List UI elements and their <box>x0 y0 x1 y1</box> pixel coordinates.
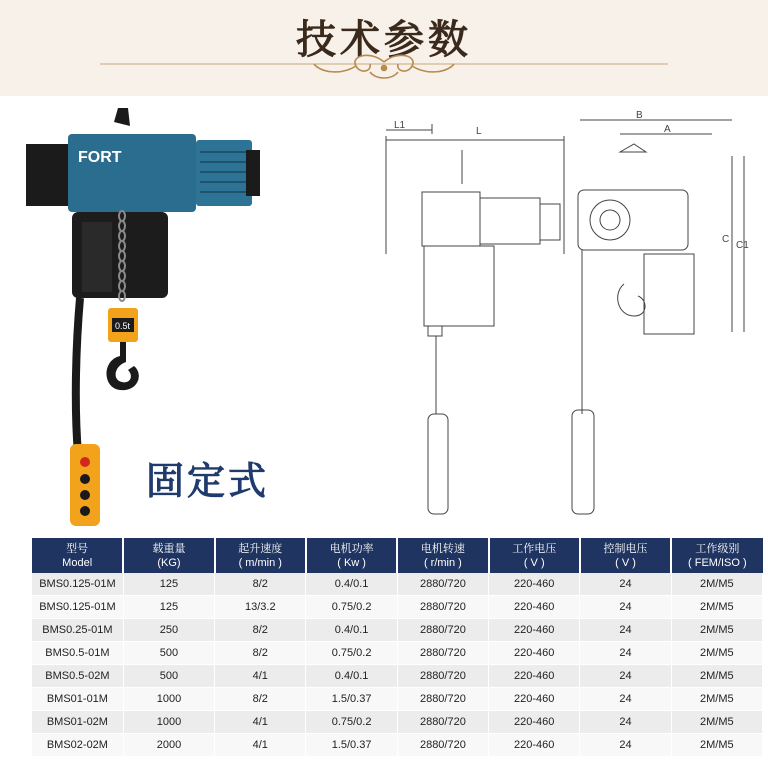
end-cap <box>26 144 74 206</box>
cell-lift-speed: 8/2 <box>215 573 306 596</box>
lifting-hook <box>107 342 139 390</box>
table-row <box>32 642 763 665</box>
table-row <box>32 711 763 734</box>
page-title: 技术参数 <box>296 17 472 63</box>
cell-lift-speed: 4/1 <box>215 711 306 734</box>
capacity-tag: 0.5t <box>115 321 131 331</box>
cell-model: BMS01-02M <box>32 711 123 734</box>
cell-load: 250 <box>123 619 214 642</box>
hoist-body <box>68 134 196 212</box>
cell-load: 1000 <box>123 711 214 734</box>
cell-motor-power: 0.4/0.1 <box>306 619 397 642</box>
header-motor-speed: 电机转速 ( r/min ) <box>397 538 488 573</box>
front-view-body <box>578 190 688 250</box>
cell-motor-power: 0.4/0.1 <box>306 665 397 688</box>
cell-work-class: 2M/M5 <box>671 688 762 711</box>
cell-motor-power: 1.5/0.37 <box>306 734 397 757</box>
cell-model: BMS01-01M <box>32 688 123 711</box>
cell-motor-speed: 2880/720 <box>397 619 488 642</box>
side-view-pendant <box>428 414 448 514</box>
pendant-cable <box>76 298 80 454</box>
header-control-voltage: 控制电压 ( V ) <box>580 538 671 573</box>
cell-motor-speed: 2880/720 <box>397 642 488 665</box>
cell-model: BMS02-02M <box>32 734 123 757</box>
cell-work-class: 2M/M5 <box>671 665 762 688</box>
cell-work-voltage: 220-460 <box>489 734 580 757</box>
cell-control-voltage: 24 <box>580 596 671 619</box>
header-work-class: 工作级别 ( FEM/ISO ) <box>671 538 762 573</box>
cell-work-voltage: 220-460 <box>489 619 580 642</box>
cell-work-class: 2M/M5 <box>671 573 762 596</box>
table-row <box>32 665 763 688</box>
cell-work-class: 2M/M5 <box>671 734 762 757</box>
brand-logo: FORT <box>78 149 122 166</box>
cell-model: BMS0.25-01M <box>32 619 123 642</box>
dim-label-C: C <box>722 234 730 245</box>
spec-table <box>32 538 763 757</box>
cell-lift-speed: 4/1 <box>215 665 306 688</box>
top-hook <box>114 108 130 126</box>
table-row <box>32 596 763 619</box>
technical-drawing <box>372 104 762 529</box>
cell-control-voltage: 24 <box>580 642 671 665</box>
cell-work-voltage: 220-460 <box>489 688 580 711</box>
cell-work-voltage: 220-460 <box>489 665 580 688</box>
dim-label-L1: L1 <box>394 120 406 131</box>
header-lift-speed: 起升速度 ( m/min ) <box>215 538 306 573</box>
cell-work-voltage: 220-460 <box>489 573 580 596</box>
cell-load: 1000 <box>123 688 214 711</box>
cell-load: 2000 <box>123 734 214 757</box>
cell-motor-speed: 2880/720 <box>397 734 488 757</box>
header-banner <box>0 0 768 96</box>
cell-work-class: 2M/M5 <box>671 711 762 734</box>
header-motor-power: 电机功率 ( Kw ) <box>306 538 397 573</box>
cell-load: 125 <box>123 573 214 596</box>
cell-motor-power: 0.75/0.2 <box>306 711 397 734</box>
cell-control-voltage: 24 <box>580 688 671 711</box>
ornament-divider <box>100 52 668 82</box>
cell-load: 500 <box>123 642 214 665</box>
cell-lift-speed: 4/1 <box>215 734 306 757</box>
table-row <box>32 619 763 642</box>
cell-motor-power: 0.75/0.2 <box>306 596 397 619</box>
cell-motor-speed: 2880/720 <box>397 573 488 596</box>
cell-lift-speed: 8/2 <box>215 619 306 642</box>
header-load: 载重量 (KG) <box>123 538 214 573</box>
cell-motor-speed: 2880/720 <box>397 688 488 711</box>
cell-motor-power: 0.4/0.1 <box>306 573 397 596</box>
cell-work-voltage: 220-460 <box>489 642 580 665</box>
cell-lift-speed: 8/2 <box>215 642 306 665</box>
dim-label-L: L <box>476 126 482 137</box>
cell-lift-speed: 8/2 <box>215 688 306 711</box>
cell-work-voltage: 220-460 <box>489 711 580 734</box>
cell-model: BMS0.5-01M <box>32 642 123 665</box>
cell-model: BMS0.125-01M <box>32 596 123 619</box>
cell-motor-speed: 2880/720 <box>397 596 488 619</box>
cell-work-voltage: 220-460 <box>489 596 580 619</box>
header-model: 型号 Model <box>32 538 123 573</box>
cell-load: 125 <box>123 596 214 619</box>
cell-control-voltage: 24 <box>580 711 671 734</box>
cell-work-class: 2M/M5 <box>671 642 762 665</box>
front-view-pendant <box>572 410 594 514</box>
cell-control-voltage: 24 <box>580 734 671 757</box>
spec-table-header <box>32 538 763 573</box>
cell-control-voltage: 24 <box>580 665 671 688</box>
cell-control-voltage: 24 <box>580 573 671 596</box>
dim-label-B: B <box>636 110 643 121</box>
cell-motor-speed: 2880/720 <box>397 665 488 688</box>
header-work-voltage: 工作电压 ( V ) <box>489 538 580 573</box>
cell-lift-speed: 13/3.2 <box>215 596 306 619</box>
cell-control-voltage: 24 <box>580 619 671 642</box>
cell-work-class: 2M/M5 <box>671 619 762 642</box>
cell-motor-power: 1.5/0.37 <box>306 688 397 711</box>
cell-motor-power: 0.75/0.2 <box>306 642 397 665</box>
mount-type-label: 固定式 <box>146 459 270 503</box>
side-view-body <box>422 192 480 246</box>
cell-model: BMS0.125-01M <box>32 573 123 596</box>
dim-label-A: A <box>664 124 671 135</box>
cell-load: 500 <box>123 665 214 688</box>
cell-model: BMS0.5-02M <box>32 665 123 688</box>
table-row <box>32 688 763 711</box>
table-row <box>32 734 763 757</box>
dim-label-C1: C1 <box>736 240 749 251</box>
cell-work-class: 2M/M5 <box>671 596 762 619</box>
table-row <box>32 573 763 596</box>
cell-motor-speed: 2880/720 <box>397 711 488 734</box>
